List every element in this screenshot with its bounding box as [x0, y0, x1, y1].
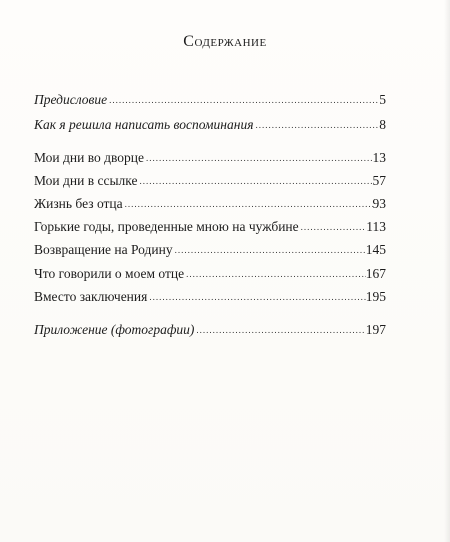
dot-leader — [147, 288, 365, 306]
toc-entry-about-father[interactable] — [34, 265, 386, 283]
dot-leader — [173, 241, 366, 259]
toc-entry-label: Вместо заключения — [34, 289, 148, 304]
toc-entry-palace-days[interactable] — [34, 149, 386, 167]
toc-entry-label: Горькие годы, проведенные мною на чужбине — [34, 219, 299, 234]
toc-entry-exile-days[interactable] — [34, 172, 386, 190]
dot-leader — [107, 91, 379, 109]
toc-entry-life-without-father[interactable] — [34, 195, 386, 213]
toc-entry-page: 57 — [372, 173, 386, 188]
toc-entry-page: 5 — [379, 92, 386, 107]
toc-entry-page: 93 — [372, 196, 386, 211]
toc-entry-preface[interactable] — [34, 91, 386, 109]
toc-entry-label: Приложение (фотографии) — [34, 322, 195, 337]
toc-entry-page: 13 — [372, 150, 386, 165]
dot-leader — [144, 149, 373, 167]
toc-entry-bitter-years[interactable] — [34, 218, 386, 236]
toc-entry-page: 145 — [365, 242, 386, 257]
dot-leader — [253, 116, 379, 134]
toc-entry-label: Возвращение на Родину — [34, 242, 173, 257]
toc-entry-label: Мои дни в ссылке — [34, 173, 138, 188]
toc-entry-instead-of-conclusion[interactable] — [34, 288, 386, 306]
toc-entry-label: Жизнь без отца — [34, 196, 123, 211]
toc-entry-return-home[interactable] — [34, 241, 386, 259]
dot-leader — [123, 195, 373, 213]
toc-entry-page: 195 — [365, 289, 386, 304]
page-edge-shadow — [444, 0, 450, 542]
dot-leader — [194, 321, 365, 339]
toc-entry-page: 113 — [366, 219, 386, 234]
dot-leader — [299, 218, 367, 236]
toc-entry-page: 167 — [365, 266, 386, 281]
toc-entry-label: Как я решила написать воспоминания — [34, 117, 254, 132]
toc-entry-label: Что говорили о моем отце — [34, 266, 185, 281]
toc-entry-how-i-decided[interactable] — [34, 116, 386, 134]
toc-entry-page: 197 — [365, 322, 386, 337]
toc-entry-appendix-photos[interactable] — [34, 321, 386, 339]
toc-entry-page: 8 — [379, 117, 386, 132]
toc-entry-label: Предисловие — [34, 92, 108, 107]
contents-heading: Содержание — [183, 33, 267, 50]
dot-leader — [137, 172, 372, 190]
toc-entry-label: Мои дни во дворце — [34, 150, 144, 165]
dot-leader — [184, 265, 366, 283]
